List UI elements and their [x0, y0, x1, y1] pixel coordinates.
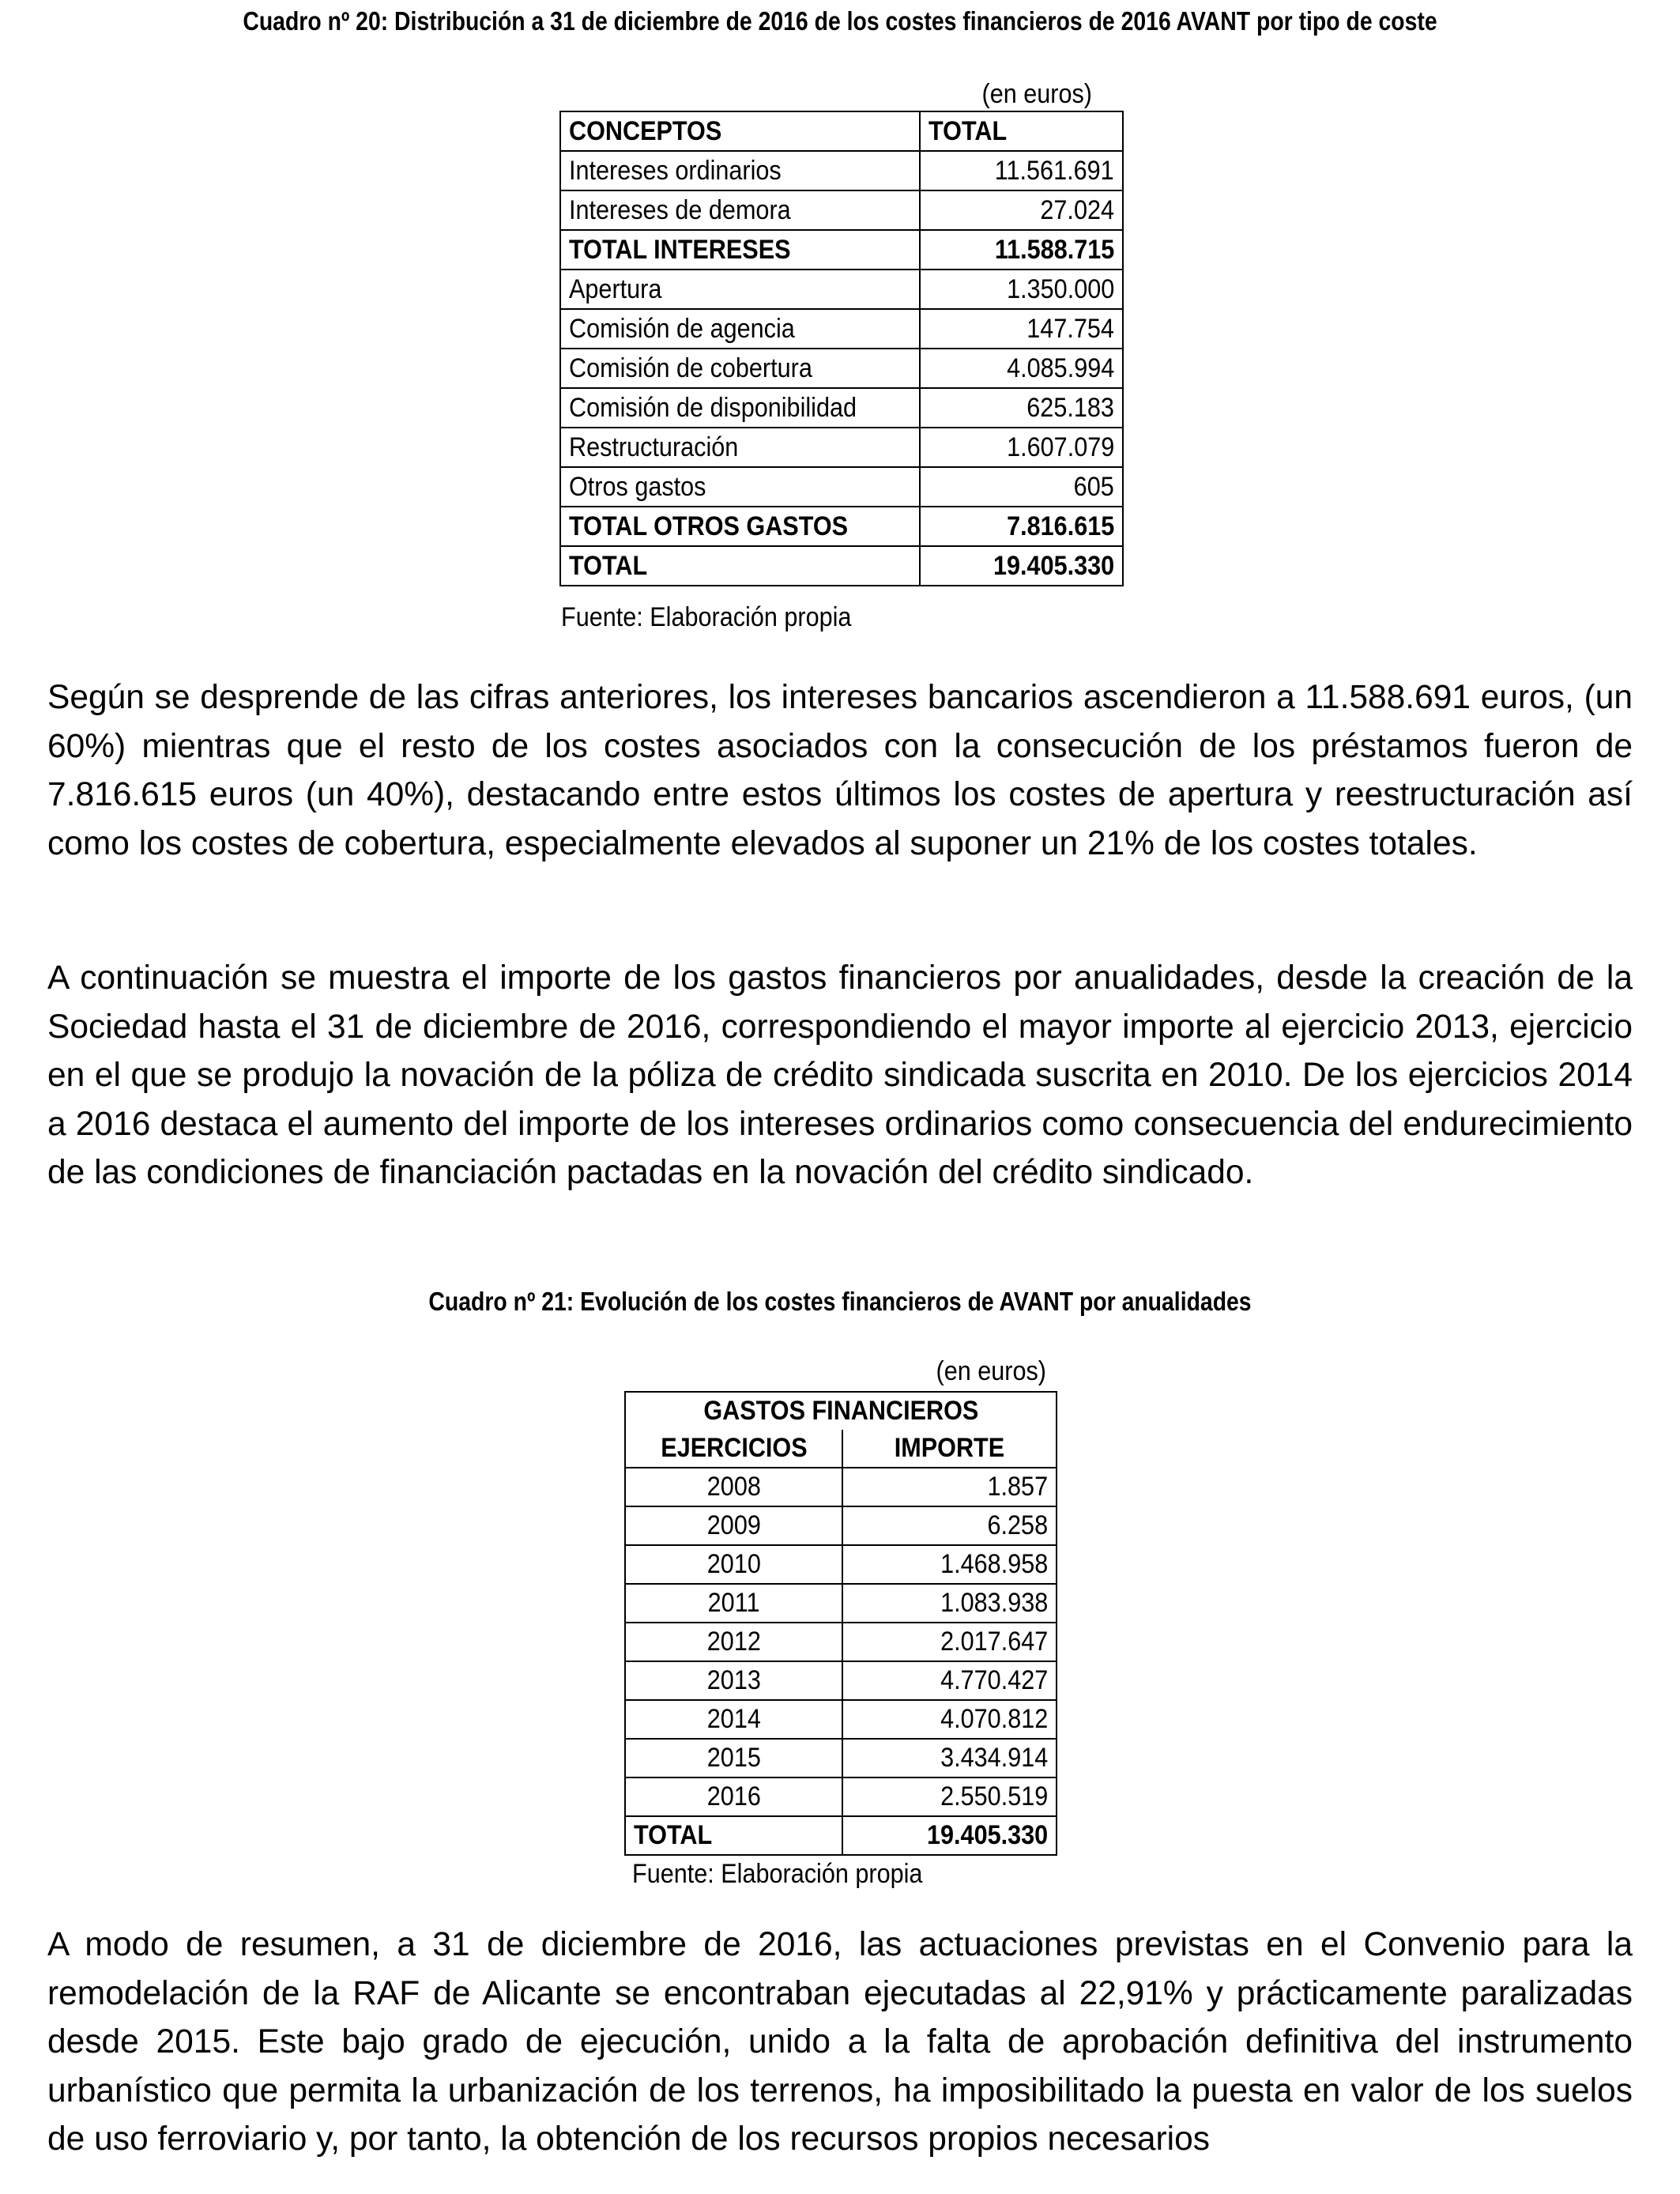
table21-group-header: GASTOS FINANCIEROS — [625, 1392, 1057, 1430]
table20-concept-cell: Comisión de agencia — [560, 309, 920, 349]
table21-amount-cell: 3.434.914 — [842, 1739, 1057, 1777]
table20-total-cell: 1.350.000 — [920, 270, 1123, 309]
table21-row — [625, 1623, 1057, 1661]
table20-total-cell: 19.405.330 — [920, 546, 1123, 586]
table21-caption: Cuadro nº 21: Evolución de los costes financieros de AVANT por anualidades — [428, 1287, 1252, 1316]
table20-row — [560, 151, 1123, 190]
table21-year-cell: 2011 — [625, 1584, 842, 1623]
table20-row — [560, 507, 1123, 546]
table20 — [559, 111, 1124, 586]
table20-concept-cell: Restructuración — [560, 428, 920, 467]
table21-header-amount: IMPORTE — [842, 1430, 1057, 1468]
table21-row — [625, 1506, 1057, 1545]
table20-source: Fuente: Elaboración propia — [561, 602, 852, 632]
table20-concept-cell: Apertura — [560, 270, 920, 309]
table21-total-value: 19.405.330 — [842, 1816, 1057, 1855]
table21 — [624, 1391, 1057, 1856]
table21-year-cell: 2010 — [625, 1545, 842, 1584]
table21-total-row — [625, 1816, 1057, 1855]
table20-concept-cell: TOTAL INTERESES — [560, 230, 920, 270]
table21-row — [625, 1545, 1057, 1584]
table21-year-cell: 2013 — [625, 1661, 842, 1700]
table21-amount-cell: 1.468.958 — [842, 1545, 1057, 1584]
table20-caption: Cuadro nº 20: Distribución a 31 de diciembre de 2016 de los costes financieros de 2016 AVANT por tipo de coste — [243, 6, 1437, 36]
table20-concept-cell: Intereses de demora — [560, 190, 920, 230]
table21-row — [625, 1777, 1057, 1816]
paragraph-annual-expenses: A continuación se muestra el importe de los gastos financieros por anualidades, desde la creación de la Sociedad hasta el 31 de diciembre de 2016, correspondiendo el mayor importe al ejercicio 2013, ejercicio en el que se produjo la novación de la póliza de crédito sindicada suscrita en 2010. De los ejercicios 2014 a 2016 destaca el aumento del importe de los intereses ordinarios como consecuencia del endurecimiento de las condiciones de financiación pactadas en la novación del crédito sindicado. — [47, 959, 1633, 1191]
table20-row — [560, 190, 1123, 230]
table21-year-cell: 2016 — [625, 1777, 842, 1816]
table20-total-cell: 4.085.994 — [920, 349, 1123, 388]
table20-row — [560, 467, 1123, 507]
table20-header-concepts: CONCEPTOS — [560, 111, 920, 151]
table21-row — [625, 1661, 1057, 1700]
table21-row — [625, 1700, 1057, 1739]
table20-concept-cell: Intereses ordinarios — [560, 151, 920, 190]
table21-year-cell: 2009 — [625, 1506, 842, 1545]
table20-concept-cell: Comisión de disponibilidad — [560, 388, 920, 428]
table21-group-header-row — [625, 1392, 1057, 1430]
table21-amount-cell: 1.083.938 — [842, 1584, 1057, 1623]
table21-amount-cell: 2.550.519 — [842, 1777, 1057, 1816]
table21-row — [625, 1468, 1057, 1506]
table20-row — [560, 388, 1123, 428]
table20-total-cell: 7.816.615 — [920, 507, 1123, 546]
table21-row — [625, 1584, 1057, 1623]
table21-amount-cell: 4.770.427 — [842, 1661, 1057, 1700]
table21-amount-cell: 4.070.812 — [842, 1700, 1057, 1739]
table20-total-cell: 11.588.715 — [920, 230, 1123, 270]
table20-concept-cell: Otros gastos — [560, 467, 920, 507]
table21-row — [625, 1739, 1057, 1777]
table20-unit: (en euros) — [981, 79, 1092, 109]
table21-source: Fuente: Elaboración propia — [632, 1859, 923, 1889]
table20-row — [560, 546, 1123, 586]
table21-amount-cell: 1.857 — [842, 1468, 1057, 1506]
table20-concept-cell: TOTAL OTROS GASTOS — [560, 507, 920, 546]
table20-concept-cell: TOTAL — [560, 546, 920, 586]
table21-year-cell: 2008 — [625, 1468, 842, 1506]
table20-row — [560, 349, 1123, 388]
table21-header-years: EJERCICIOS — [625, 1430, 842, 1468]
table21-total-label: TOTAL — [625, 1816, 842, 1855]
table21-year-cell: 2015 — [625, 1739, 842, 1777]
table20-total-cell: 147.754 — [920, 309, 1123, 349]
table20-total-cell: 1.607.079 — [920, 428, 1123, 467]
table20-concept-cell: Comisión de cobertura — [560, 349, 920, 388]
table21-amount-cell: 6.258 — [842, 1506, 1057, 1545]
table20-total-cell: 11.561.691 — [920, 151, 1123, 190]
table20-header-total: TOTAL — [920, 111, 1123, 151]
table20-total-cell: 625.183 — [920, 388, 1123, 428]
table21-header-row — [625, 1430, 1057, 1468]
table20-total-cell: 27.024 — [920, 190, 1123, 230]
table20-row — [560, 428, 1123, 467]
table20-header-row — [560, 111, 1123, 151]
table20-total-cell: 605 — [920, 467, 1123, 507]
paragraph-summary: A modo de resumen, a 31 de diciembre de 2016, las actuaciones previstas en el Convenio para la remodelación de la RAF de Alicante se encontraban ejecutadas al 22,91% y prácticamente paralizadas desde 2015. Este bajo grado de ejecución, unido a la falta de aprobación definitiva del instrumento urbanístico que permita la urbanización de los terrenos, ha imposibilitado la puesta en valor de los suelos de uso ferroviario y, por tanto, la obtención de los recursos propios necesarios — [47, 1926, 1633, 2158]
table21-unit: (en euros) — [936, 1356, 1046, 1386]
table21-year-cell: 2012 — [625, 1623, 842, 1661]
table20-row — [560, 309, 1123, 349]
table21-amount-cell: 2.017.647 — [842, 1623, 1057, 1661]
table21-year-cell: 2014 — [625, 1700, 842, 1739]
table20-row — [560, 270, 1123, 309]
paragraph-cost-analysis: Según se desprende de las cifras anteriores, los intereses bancarios ascendieron a 11.588.691 euros, (un 60%) mientras que el resto de los costes asociados con la consecución de los préstamos fueron de 7.816.615 euros (un 40%), destacando entre estos últimos los costes de apertura y reestructuración así como los costes de cobertura, especialmente elevados al suponer un 21% de los costes totales. — [47, 679, 1633, 862]
table20-row — [560, 230, 1123, 270]
